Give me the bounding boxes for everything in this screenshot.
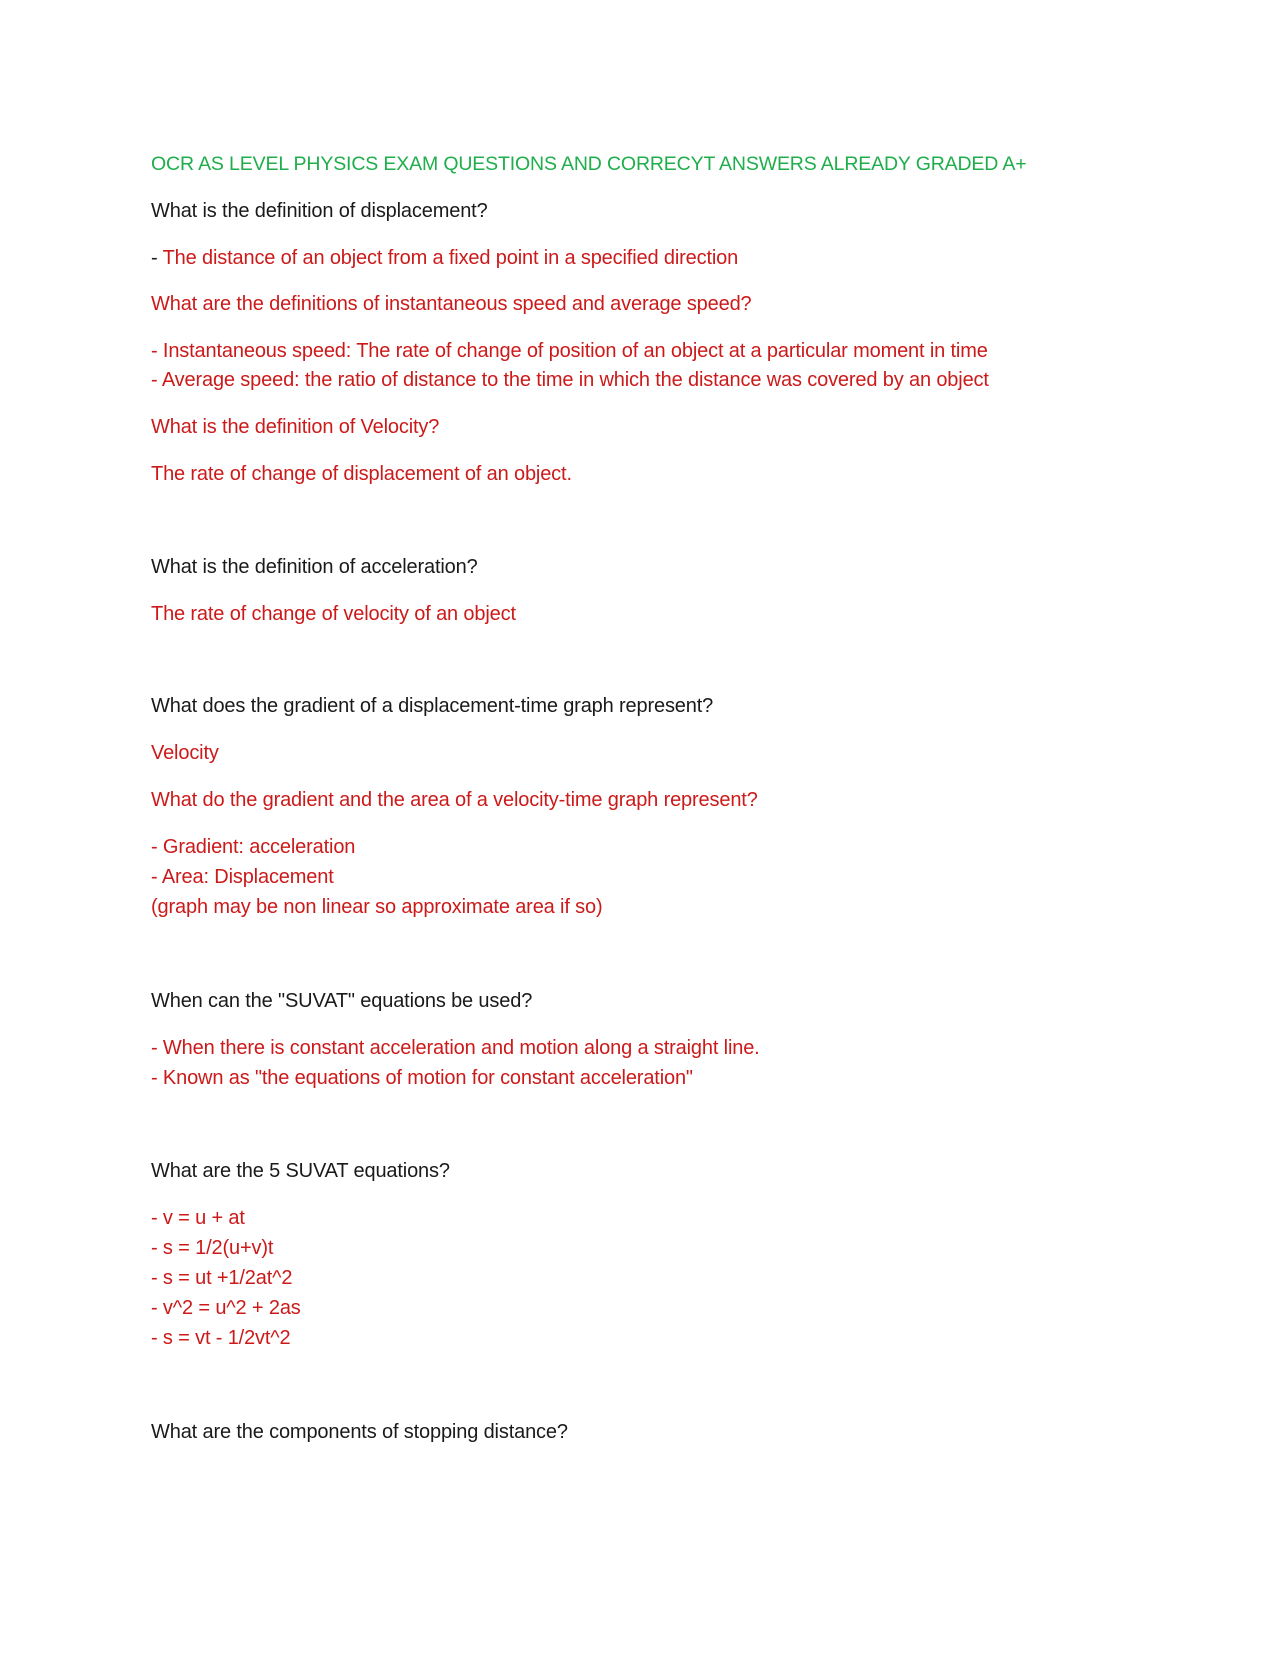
answer-text: The distance of an object from a fixed point in a specified direction	[162, 247, 739, 269]
question-velocity-time-graph: What do the gradient and the area of a velocity-time graph represent?	[151, 789, 758, 811]
answer-velocity: The rate of change of displacement of an object.	[151, 463, 572, 485]
answer-dash: -	[151, 247, 163, 269]
question-velocity: What is the definition of Velocity?	[151, 416, 440, 438]
answer-speed-line-1: - Instantaneous speed: The rate of change of position of an object at a particular moment in time	[151, 340, 988, 362]
answer-velocity-time-line-2: - Area: Displacement	[151, 866, 334, 888]
suvat-equation-5: - s = vt - 1/2vt^2	[151, 1327, 291, 1349]
question-displacement: What is the definition of displacement?	[151, 200, 488, 222]
suvat-equation-1: - v = u + at	[151, 1207, 245, 1229]
document-title: OCR AS LEVEL PHYSICS EXAM QUESTIONS AND CORRECYT ANSWERS ALREADY GRADED A+	[151, 153, 1027, 175]
answer-speed-line-2: - Average speed: the ratio of distance to the time in which the distance was covered by an object	[151, 369, 989, 391]
answer-velocity-time-line-3: (graph may be non linear so approximate area if so)	[151, 896, 603, 918]
answer-velocity-time-line-1: - Gradient: acceleration	[151, 836, 356, 858]
suvat-equation-2: - s = 1/2(u+v)t	[151, 1237, 274, 1259]
answer-suvat-usage-line-1: - When there is constant acceleration and motion along a straight line.	[151, 1037, 760, 1059]
question-speed: What are the definitions of instantaneous speed and average speed?	[151, 293, 752, 315]
question-suvat-equations: What are the 5 SUVAT equations?	[151, 1160, 450, 1182]
answer-displacement	[151, 244, 738, 272]
question-displacement-time-gradient: What does the gradient of a displacement-time graph represent?	[151, 695, 714, 717]
answer-acceleration: The rate of change of velocity of an object	[151, 603, 516, 625]
question-acceleration: What is the definition of acceleration?	[151, 556, 478, 578]
answer-suvat-usage-line-2: - Known as "the equations of motion for constant acceleration"	[151, 1067, 693, 1089]
suvat-equation-3: - s = ut +1/2at^2	[151, 1267, 293, 1289]
answer-displacement-time-gradient: Velocity	[151, 742, 219, 764]
question-suvat-usage: When can the "SUVAT" equations be used?	[151, 990, 533, 1012]
question-stopping-distance: What are the components of stopping distance?	[151, 1421, 568, 1443]
suvat-equation-4: - v^2 = u^2 + 2as	[151, 1297, 301, 1319]
